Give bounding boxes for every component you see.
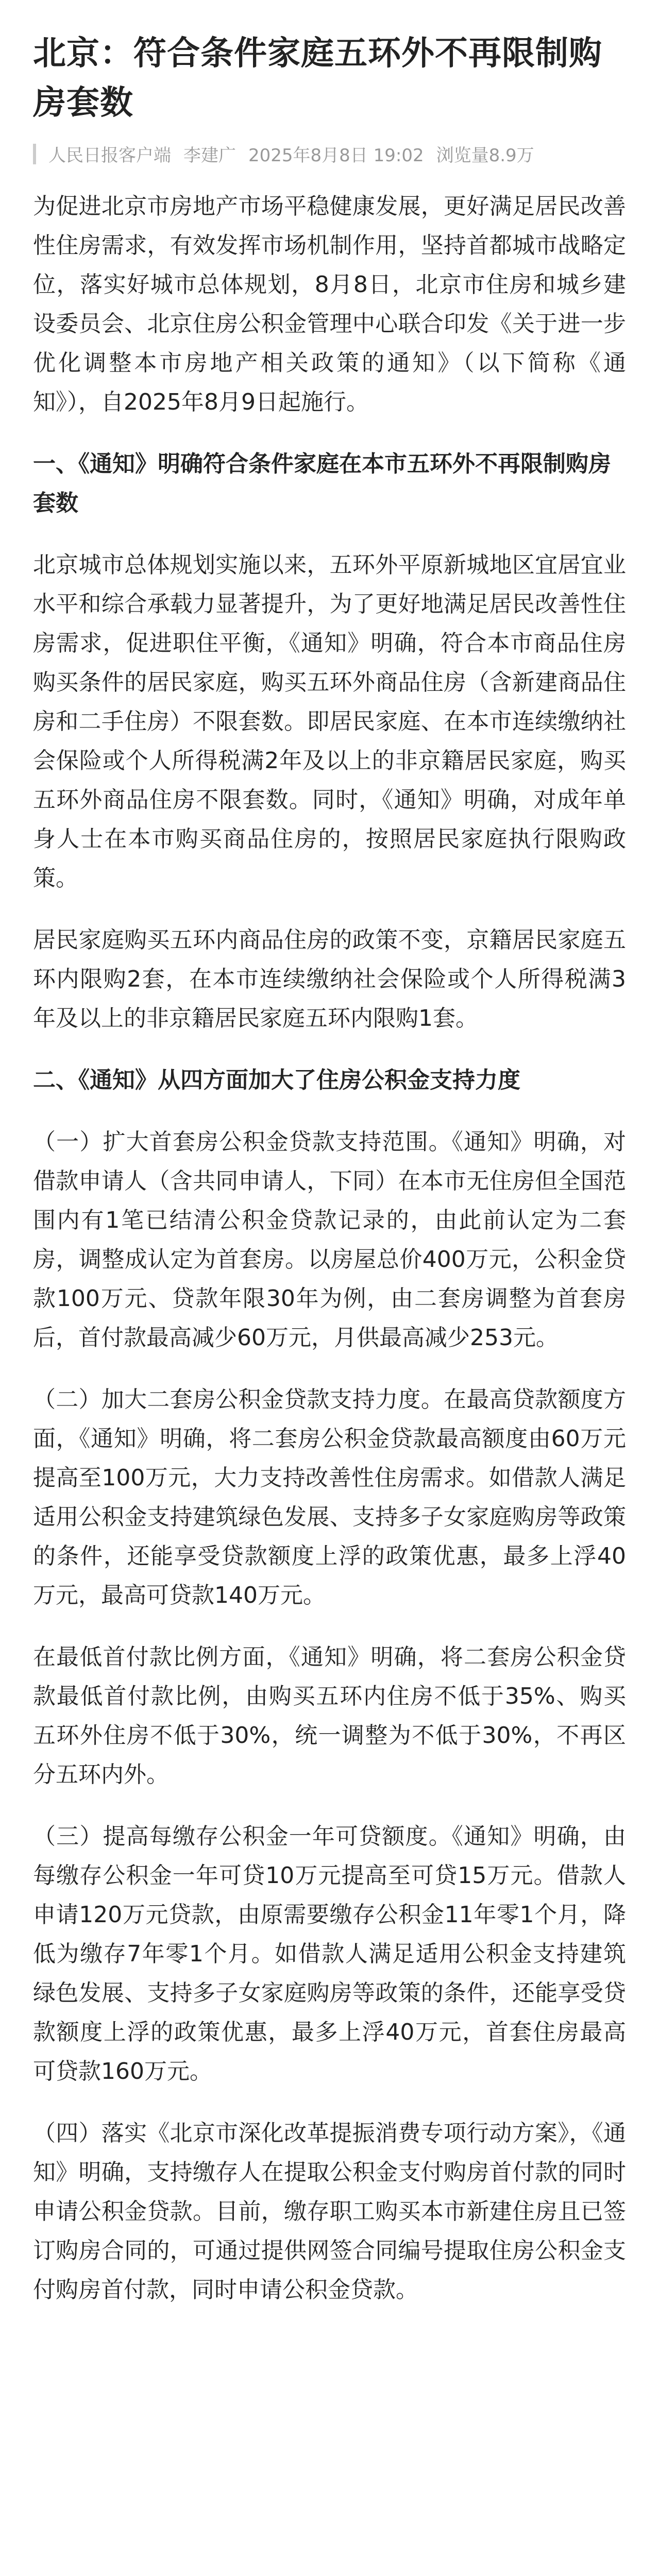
paragraph-2: 居民家庭购买五环内商品住房的政策不变，京籍居民家庭五环内限购2套，在本市连续缴纳社会保险或个人所得税满3年及以上的非京籍居民家庭五环内限购1套。 — [33, 927, 626, 1031]
article-body — [33, 187, 626, 2310]
meta-source[interactable]: 人民日报客户端 — [48, 145, 171, 166]
section-heading-1: 一、《通知》明确符合条件家庭在本市五环外不再限制购房套数 — [33, 451, 611, 516]
section-heading-2: 二、《通知》从四方面加大了住房公积金支持力度 — [33, 1067, 520, 1093]
paragraph-5: 在最低首付款比例方面，《通知》明确，将二套房公积金贷款最低首付款比例，由购买五环内住房不低于35%、购买五环外住房不低于30%，统一调整为不低于30%，不再区分五环内外。 — [33, 1644, 626, 1788]
paragraph-3: （一）扩大首套房公积金贷款支持范围。《通知》明确，对借款申请人（含共同申请人，下同）在本市无住房但全国范围内有1笔已结清公积金贷款记录的，由此前认定为二套房，调整成认定为首套房。以房屋总价400万元，公积金贷款100万元、贷款年限30年为例，由二套房调整为首套房后，首付款最高减少60万元，月供最高减少253元。 — [33, 1129, 626, 1351]
meta-author: 李建广 — [183, 145, 236, 166]
paragraph-6: （三）提高每缴存公积金一年可贷额度。《通知》明确，由每缴存公积金一年可贷10万元提高至可贷15万元。借款人申请120万元贷款，由原需要缴存公积金11年零1个月，降低为缴存7年零1个月。如借款人满足适用公积金支持建筑绿色发展、支持多子女家庭购房等政策的条件，还能享受贷款额度上浮的政策优惠，最多上浮40万元，首套住房最高可贷款160万元。 — [33, 1823, 626, 2084]
paragraph-intro: 为促进北京市房地产市场平稳健康发展，更好满足居民改善性住房需求，有效发挥市场机制作用，坚持首都城市战略定位，落实好城市总体规划，8月8日，北京市住房和城乡建设委员会、北京住房公积金管理中心联合印发《关于进一步优化调整本市房地产相关政策的通知》（以下简称《通知》），自2025年8月9日起施行。 — [33, 193, 626, 415]
meta-datetime: 2025年8月8日 19:02 — [248, 145, 424, 166]
meta-divider-bar — [33, 144, 36, 164]
paragraph-7: （四）落实《北京市深化改革提振消费专项行动方案》，《通知》明确，支持缴存人在提取公积金支付购房首付款的同时申请公积金贷款。目前，缴存职工购买本市新建住房且已签订购房合同的，可通过提供网签合同编号提取住房公积金支付购房首付款，同时申请公积金贷款。 — [33, 2120, 626, 2303]
meta-views: 浏览量8.9万 — [436, 145, 534, 166]
paragraph-4: （二）加大二套房公积金贷款支持力度。在最高贷款额度方面，《通知》明确，将二套房公积金贷款最高额度由60万元提高至100万元，大力支持改善性住房需求。如借款人满足适用公积金支持建筑绿色发展、支持多子女家庭购房等政策的条件，还能享受贷款额度上浮的政策优惠，最多上浮40万元，最高可贷款140万元。 — [33, 1386, 626, 1608]
article-title: 北京：符合条件家庭五环外不再限制购房套数 — [33, 35, 602, 122]
paragraph-1: 北京城市总体规划实施以来，五环外平原新城地区宜居宜业水平和综合承载力显著提升，为了更好地满足居民改善性住房需求，促进职住平衡，《通知》明确，符合本市商品住房购买条件的居民家庭，购买五环外商品住房（含新建商品住房和二手住房）不限套数。即居民家庭、在本市连续缴纳社会保险或个人所得税满2年及以上的非京籍居民家庭，购买五环外商品住房不限套数。同时，《通知》明确，对成年单身人士在本市购买商品住房的，按照居民家庭执行限购政策。 — [33, 552, 626, 891]
article-meta — [33, 141, 626, 166]
